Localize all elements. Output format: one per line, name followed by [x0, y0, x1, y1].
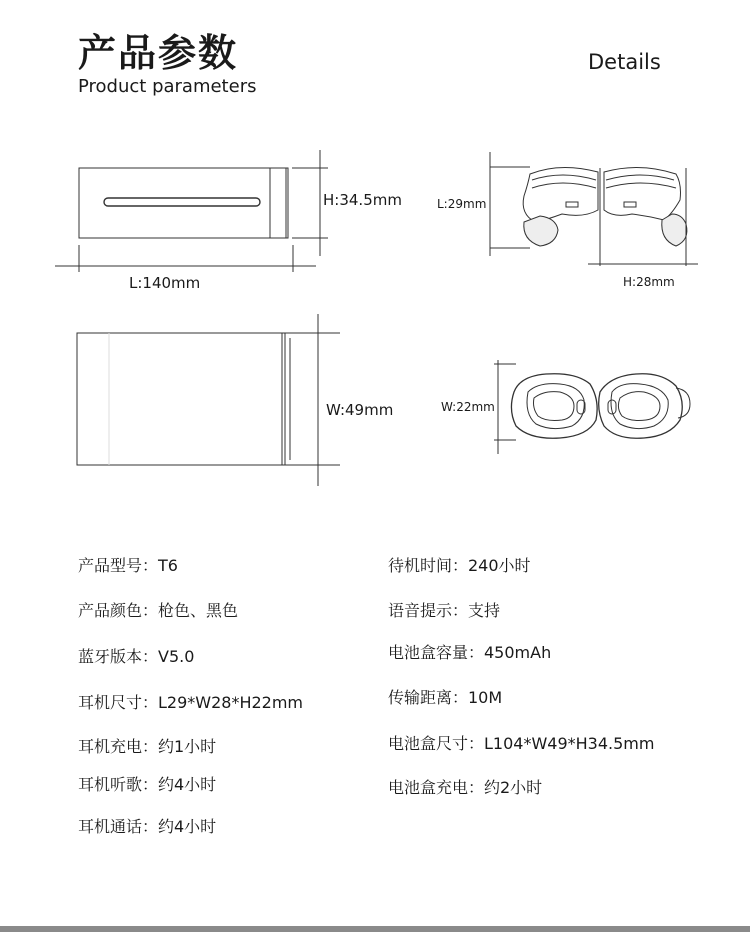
spec-case-size: 电池盒尺寸：L104*W49*H34.5mm — [388, 734, 655, 753]
earbuds-top-view — [494, 360, 690, 454]
earbud-length-label: L:29mm — [437, 197, 487, 211]
case-side-view — [55, 150, 328, 272]
spec-bluetooth-version: 蓝牙版本：V5.0 — [78, 647, 195, 666]
spec-earbud-music: 耳机听歌：约4小时 — [78, 775, 217, 794]
spec-case-charging: 电池盒充电：约2小时 — [388, 778, 543, 797]
case-width-label: W:49mm — [326, 401, 394, 419]
spec-earbud-charging: 耳机充电：约1小时 — [78, 737, 217, 756]
spec-case-capacity: 电池盒容量：450mAh — [388, 643, 552, 662]
page-title: 产品参数 — [78, 31, 239, 75]
spec-earbud-call: 耳机通话：约4小时 — [78, 817, 217, 836]
spec-range: 传输距离：10M — [388, 688, 503, 707]
case-top-view — [77, 314, 340, 486]
spec-voice-prompt: 语音提示：支持 — [388, 601, 501, 620]
case-length-label: L:140mm — [129, 274, 201, 292]
details-label: Details — [588, 50, 661, 74]
case-height-label: H:34.5mm — [323, 191, 402, 209]
spec-color: 产品颜色：枪色、黑色 — [78, 601, 239, 620]
page-subtitle: Product parameters — [78, 76, 257, 97]
earbud-height-label: H:28mm — [623, 275, 675, 289]
earbud-width-label: W:22mm — [441, 400, 495, 414]
spec-standby: 待机时间：240小时 — [388, 556, 531, 575]
bottom-divider — [0, 926, 750, 932]
spec-model: 产品型号：T6 — [78, 556, 178, 575]
spec-earbud-size: 耳机尺寸：L29*W28*H22mm — [78, 693, 304, 712]
earbuds-side-view — [490, 152, 698, 266]
